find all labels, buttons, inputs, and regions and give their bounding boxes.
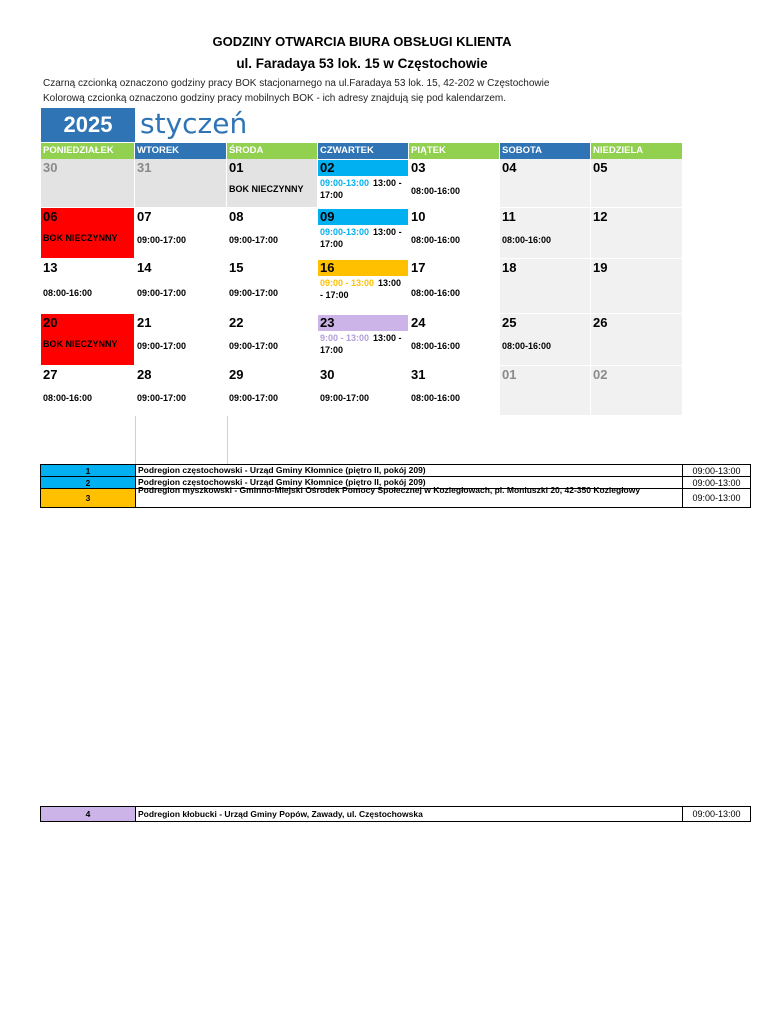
location-number: 3 [41, 489, 136, 507]
location-description: Podregion częstochowski - Urząd Gminy Kłomnice (piętro II, pokój 209) [136, 465, 683, 476]
calendar-day-cell [227, 314, 317, 365]
day-number: 28 [137, 367, 152, 382]
calendar-day-cell [591, 208, 682, 258]
location-hours: 09:00-13:00 [692, 465, 741, 476]
calendar-day-cell [409, 314, 499, 365]
location-hours: 09:00-13:00 [692, 493, 741, 503]
office-hours: BOK NIECZYNNY [43, 233, 118, 243]
page-title: GODZINY OTWARCIA BIURA OBSŁUGI KLIENTA [212, 34, 512, 49]
calendar-day-cell [41, 208, 134, 258]
legend-note-stationary: Czarną czcionką oznaczono godziny pracy BOK stacjonarnego na ul.Faradaya 53 lok. 15, 42-202 w Częstochowie [43, 78, 550, 89]
day-number: 12 [593, 209, 608, 224]
legend-note-mobile: Kolorową czcionką oznaczono godziny pracy mobilnych BOK - ich adresy znajdują się pod kalendarzem. [43, 93, 507, 104]
calendar-day-cell [318, 314, 408, 365]
day-number: 08 [229, 209, 244, 224]
column-divider [135, 416, 136, 464]
calendar-day-cell [409, 159, 499, 207]
day-number: 31 [411, 367, 426, 382]
mobile-locations-table [40, 464, 751, 508]
calendar-day-cell [318, 208, 408, 258]
day-number: 20 [43, 315, 58, 330]
day-number: 19 [593, 260, 608, 275]
calendar-day-cell [318, 366, 408, 415]
calendar-day-cell [409, 366, 499, 415]
office-hours: 08:00-16:00 [43, 393, 93, 403]
weekday-header: CZWARTEK [318, 143, 408, 159]
location-description: Podregion kłobucki - Urząd Gminy Popów, Zawady, ul. Częstochowska [136, 807, 683, 821]
column-divider [227, 416, 228, 464]
calendar-day-cell [227, 259, 317, 313]
calendar-month: styczeń [140, 107, 248, 140]
day-number: 10 [411, 209, 426, 224]
day-number: 21 [137, 315, 152, 330]
office-hours: 09:00-17:00 [320, 393, 370, 403]
office-hours [320, 226, 406, 250]
weekday-header: PIĄTEK [409, 143, 499, 159]
day-number: 22 [229, 315, 244, 330]
day-number: 16 [318, 260, 408, 276]
day-number: 05 [593, 160, 608, 175]
calendar-day-cell [227, 366, 317, 415]
calendar-year: 2025 [41, 108, 135, 142]
day-number: 15 [229, 260, 244, 275]
location-description: Podregion myszkowski - Gminno-Miejski Ośrodek Pomocy Społecznej w Koziegłowach, pl. Moniuszki 20, 42-350 Koziegłowy [136, 486, 683, 507]
mobile-locations-table [40, 806, 751, 822]
day-number: 13 [43, 260, 58, 275]
location-hours: 09:00-13:00 [692, 477, 741, 488]
office-hours: 09:00-17:00 [229, 288, 279, 298]
office-hours: 09:00-17:00 [137, 341, 187, 351]
office-hours: 08:00-16:00 [43, 288, 93, 298]
calendar-day-cell [227, 159, 317, 207]
calendar-day-cell [500, 366, 590, 415]
weekday-header: PONIEDZIAŁEK [41, 143, 134, 159]
day-number: 29 [229, 367, 244, 382]
location-row [40, 806, 751, 822]
calendar-day-cell [41, 366, 134, 415]
weekday-header: NIEDZIELA [591, 143, 682, 159]
calendar-day-cell [227, 208, 317, 258]
location-row [40, 488, 751, 508]
location-description: Podregion częstochowski - Urząd Gminy Kłomnice (piętro II, pokój 209) [136, 477, 683, 488]
calendar-day-cell [41, 259, 134, 313]
location-number: 2 [41, 477, 136, 488]
stationary-office-hours: 13:00 - 17:00 [320, 178, 402, 200]
day-number: 30 [43, 160, 58, 175]
office-hours: 08:00-16:00 [411, 235, 461, 245]
location-number: 4 [41, 807, 136, 821]
office-hours: 09:00-17:00 [137, 393, 187, 403]
day-number: 09 [318, 209, 408, 225]
office-hours: 09:00-17:00 [229, 393, 279, 403]
location-hours: 09:00-13:00 [692, 809, 741, 819]
office-hours: BOK NIECZYNNY [229, 184, 304, 194]
calendar-day-cell [318, 259, 408, 313]
weekday-header: SOBOTA [500, 143, 590, 159]
stationary-office-hours: 13:00 - 17:00 [320, 278, 402, 300]
office-hours [320, 277, 406, 301]
calendar-day-cell [409, 208, 499, 258]
office-hours: 08:00-16:00 [411, 288, 461, 298]
stationary-office-hours: 13:00 - 17:00 [320, 333, 402, 355]
day-number: 14 [137, 260, 152, 275]
calendar-day-cell [591, 366, 682, 415]
day-number: 11 [502, 209, 516, 224]
office-hours: 09:00-17:00 [137, 288, 187, 298]
mobile-office-hours: 09:00-13:00 [320, 178, 370, 188]
calendar-day-cell [591, 259, 682, 313]
mobile-office-hours: 9:00 - 13:00 [320, 333, 370, 343]
day-number: 04 [502, 160, 517, 175]
calendar-day-cell [135, 208, 226, 258]
day-number: 31 [137, 160, 152, 175]
calendar-day-cell [318, 159, 408, 207]
mobile-office-hours: 09:00 - 13:00 [320, 278, 375, 288]
office-hours: 09:00-17:00 [229, 341, 279, 351]
office-hours: 08:00-16:00 [411, 341, 461, 351]
office-hours: 08:00-16:00 [502, 341, 552, 351]
day-number: 02 [593, 367, 608, 382]
office-hours: 08:00-16:00 [411, 186, 461, 196]
office-hours: 09:00-17:00 [137, 235, 187, 245]
calendar-day-cell [135, 366, 226, 415]
day-number: 17 [411, 260, 426, 275]
office-hours: BOK NIECZYNNY [43, 339, 118, 349]
stationary-office-hours: 13:00 - 17:00 [320, 227, 402, 249]
office-hours [320, 332, 406, 356]
mobile-office-hours: 09:00-13:00 [320, 227, 370, 237]
calendar-day-cell [135, 259, 226, 313]
day-number: 01 [502, 367, 517, 382]
day-number: 06 [43, 209, 58, 224]
day-number: 24 [411, 315, 426, 330]
calendar-day-cell [500, 259, 590, 313]
calendar-day-cell [41, 314, 134, 365]
calendar-day-cell [591, 159, 682, 207]
day-number: 02 [318, 160, 408, 176]
calendar-day-cell [500, 208, 590, 258]
day-number: 25 [502, 315, 517, 330]
office-hours [320, 177, 406, 201]
day-number: 03 [411, 160, 426, 175]
day-number: 18 [502, 260, 517, 275]
calendar-day-cell [500, 314, 590, 365]
office-hours: 08:00-16:00 [411, 393, 461, 403]
calendar-day-cell [591, 314, 682, 365]
weekday-header: WTOREK [135, 143, 226, 159]
calendar-day-cell [500, 159, 590, 207]
calendar-day-cell [135, 159, 226, 207]
calendar-day-cell [135, 314, 226, 365]
calendar-day-cell [409, 259, 499, 313]
day-number: 30 [320, 367, 335, 382]
weekday-header: ŚRODA [227, 143, 317, 159]
calendar-day-cell [41, 159, 134, 207]
day-number: 26 [593, 315, 608, 330]
day-number: 23 [318, 315, 408, 331]
day-number: 07 [137, 209, 152, 224]
office-address: ul. Faradaya 53 lok. 15 w Częstochowie [236, 56, 488, 71]
location-number: 1 [41, 465, 136, 476]
office-hours: 08:00-16:00 [502, 235, 552, 245]
day-number: 27 [43, 367, 58, 382]
office-hours: 09:00-17:00 [229, 235, 279, 245]
day-number: 01 [229, 160, 244, 175]
